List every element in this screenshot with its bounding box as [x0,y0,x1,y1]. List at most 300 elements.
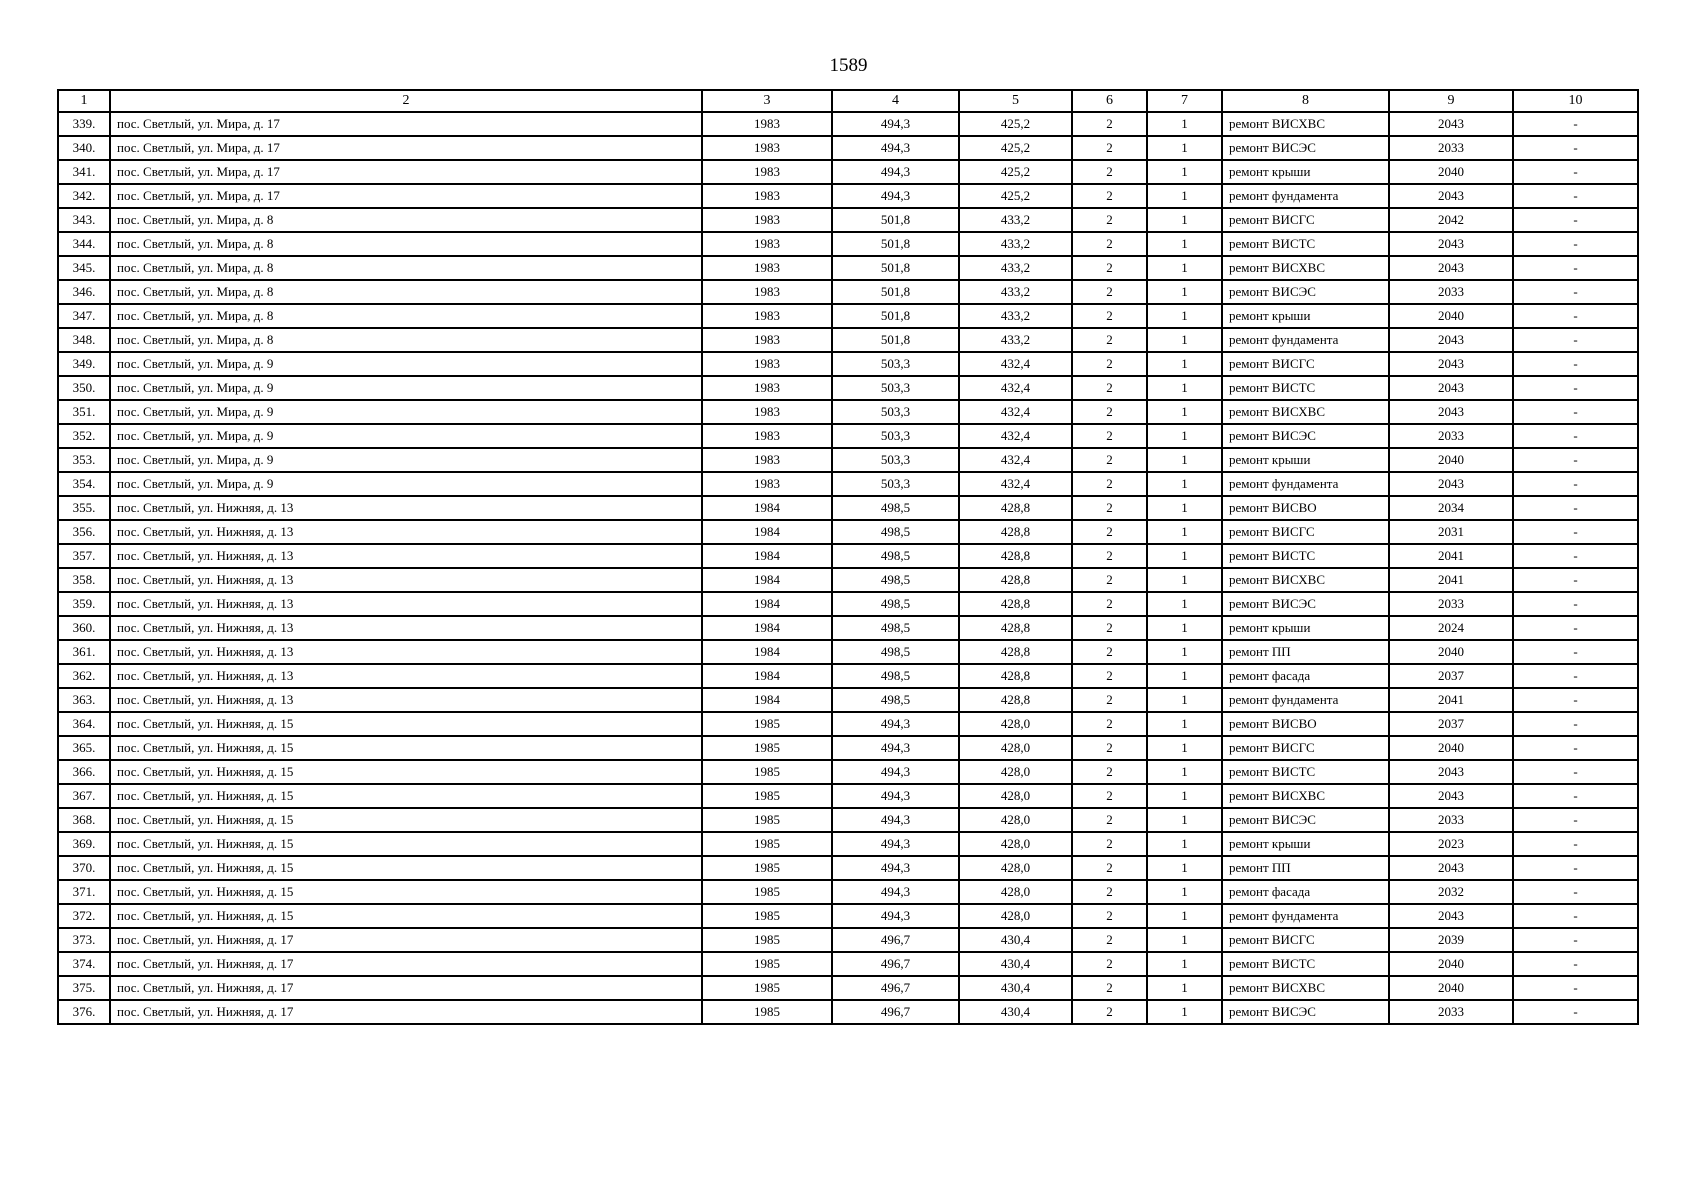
floors-cell: 2 [1072,136,1147,160]
row-number-cell: 344. [58,232,110,256]
row-number-cell: 342. [58,184,110,208]
total-area-cell: 503,3 [832,352,959,376]
address-cell: пос. Светлый, ул. Мира, д. 8 [110,328,702,352]
living-area-cell: 428,8 [959,688,1072,712]
year-cell: 1985 [702,904,832,928]
planned-year-cell: 2040 [1389,640,1513,664]
work-type-cell: ремонт ВИСЭС [1222,1000,1389,1024]
living-area-cell: 428,0 [959,760,1072,784]
floors-cell: 2 [1072,328,1147,352]
total-area-cell: 503,3 [832,472,959,496]
row-number-cell: 346. [58,280,110,304]
entrances-cell: 1 [1147,496,1222,520]
entrances-cell: 1 [1147,520,1222,544]
year-cell: 1984 [702,520,832,544]
planned-year-cell: 2040 [1389,304,1513,328]
address-cell: пос. Светлый, ул. Мира, д. 9 [110,376,702,400]
entrances-cell: 1 [1147,904,1222,928]
planned-year-cell: 2042 [1389,208,1513,232]
floors-cell: 2 [1072,280,1147,304]
entrances-cell: 1 [1147,304,1222,328]
living-area-cell: 428,0 [959,736,1072,760]
planned-year-cell: 2041 [1389,568,1513,592]
living-area-cell: 428,8 [959,664,1072,688]
year-cell: 1984 [702,640,832,664]
table-row [58,208,1638,232]
floors-cell: 2 [1072,928,1147,952]
work-type-cell: ремонт фасада [1222,664,1389,688]
living-area-cell: 428,8 [959,640,1072,664]
note-cell: - [1513,952,1638,976]
column-header: 3 [702,90,832,112]
entrances-cell: 1 [1147,640,1222,664]
total-area-cell: 503,3 [832,376,959,400]
floors-cell: 2 [1072,856,1147,880]
address-cell: пос. Светлый, ул. Нижняя, д. 13 [110,496,702,520]
entrances-cell: 1 [1147,568,1222,592]
entrances-cell: 1 [1147,592,1222,616]
table-row [58,424,1638,448]
row-number-cell: 345. [58,256,110,280]
work-type-cell: ремонт ВИСХВС [1222,568,1389,592]
note-cell: - [1513,352,1638,376]
living-area-cell: 425,2 [959,160,1072,184]
address-cell: пос. Светлый, ул. Нижняя, д. 15 [110,760,702,784]
row-number-cell: 371. [58,880,110,904]
note-cell: - [1513,640,1638,664]
row-number-cell: 355. [58,496,110,520]
work-type-cell: ремонт крыши [1222,304,1389,328]
floors-cell: 2 [1072,424,1147,448]
floors-cell: 2 [1072,664,1147,688]
address-cell: пос. Светлый, ул. Мира, д. 8 [110,232,702,256]
work-type-cell: ремонт ВИСХВС [1222,112,1389,136]
year-cell: 1984 [702,664,832,688]
work-type-cell: ремонт крыши [1222,616,1389,640]
planned-year-cell: 2043 [1389,328,1513,352]
floors-cell: 2 [1072,232,1147,256]
living-area-cell: 428,8 [959,496,1072,520]
floors-cell: 2 [1072,784,1147,808]
entrances-cell: 1 [1147,664,1222,688]
year-cell: 1984 [702,544,832,568]
planned-year-cell: 2040 [1389,736,1513,760]
planned-year-cell: 2041 [1389,688,1513,712]
address-cell: пос. Светлый, ул. Нижняя, д. 15 [110,712,702,736]
note-cell: - [1513,928,1638,952]
total-area-cell: 501,8 [832,304,959,328]
living-area-cell: 425,2 [959,136,1072,160]
year-cell: 1985 [702,808,832,832]
table-row [58,808,1638,832]
entrances-cell: 1 [1147,328,1222,352]
entrances-cell: 1 [1147,136,1222,160]
row-number-cell: 372. [58,904,110,928]
year-cell: 1983 [702,232,832,256]
entrances-cell: 1 [1147,856,1222,880]
row-number-cell: 349. [58,352,110,376]
table-row [58,784,1638,808]
work-type-cell: ремонт ВИСГС [1222,736,1389,760]
work-type-cell: ремонт ПП [1222,640,1389,664]
living-area-cell: 430,4 [959,976,1072,1000]
entrances-cell: 1 [1147,832,1222,856]
address-cell: пос. Светлый, ул. Нижняя, д. 15 [110,808,702,832]
planned-year-cell: 2043 [1389,472,1513,496]
living-area-cell: 432,4 [959,352,1072,376]
table-row [58,832,1638,856]
total-area-cell: 494,3 [832,112,959,136]
year-cell: 1983 [702,472,832,496]
address-cell: пос. Светлый, ул. Мира, д. 9 [110,448,702,472]
table-row [58,904,1638,928]
table-row [58,448,1638,472]
note-cell: - [1513,160,1638,184]
entrances-cell: 1 [1147,952,1222,976]
planned-year-cell: 2043 [1389,376,1513,400]
year-cell: 1984 [702,568,832,592]
total-area-cell: 494,3 [832,784,959,808]
planned-year-cell: 2040 [1389,952,1513,976]
entrances-cell: 1 [1147,400,1222,424]
year-cell: 1983 [702,328,832,352]
table-row [58,544,1638,568]
planned-year-cell: 2043 [1389,400,1513,424]
year-cell: 1983 [702,208,832,232]
living-area-cell: 432,4 [959,424,1072,448]
planned-year-cell: 2043 [1389,352,1513,376]
planned-year-cell: 2023 [1389,832,1513,856]
note-cell: - [1513,496,1638,520]
table-row [58,496,1638,520]
living-area-cell: 428,8 [959,568,1072,592]
total-area-cell: 503,3 [832,400,959,424]
note-cell: - [1513,760,1638,784]
row-number-cell: 353. [58,448,110,472]
table-row [58,160,1638,184]
year-cell: 1985 [702,784,832,808]
address-cell: пос. Светлый, ул. Мира, д. 17 [110,112,702,136]
total-area-cell: 494,3 [832,904,959,928]
year-cell: 1983 [702,136,832,160]
address-cell: пос. Светлый, ул. Нижняя, д. 13 [110,544,702,568]
address-cell: пос. Светлый, ул. Мира, д. 9 [110,352,702,376]
address-cell: пос. Светлый, ул. Нижняя, д. 17 [110,952,702,976]
work-type-cell: ремонт ВИСХВС [1222,784,1389,808]
living-area-cell: 425,2 [959,112,1072,136]
address-cell: пос. Светлый, ул. Нижняя, д. 15 [110,880,702,904]
living-area-cell: 432,4 [959,472,1072,496]
row-number-cell: 367. [58,784,110,808]
total-area-cell: 498,5 [832,640,959,664]
entrances-cell: 1 [1147,1000,1222,1024]
table-row [58,256,1638,280]
work-type-cell: ремонт ВИСТС [1222,376,1389,400]
floors-cell: 2 [1072,880,1147,904]
living-area-cell: 432,4 [959,376,1072,400]
total-area-cell: 498,5 [832,592,959,616]
year-cell: 1985 [702,1000,832,1024]
floors-cell: 2 [1072,448,1147,472]
entrances-cell: 1 [1147,808,1222,832]
year-cell: 1983 [702,304,832,328]
column-header: 5 [959,90,1072,112]
planned-year-cell: 2043 [1389,904,1513,928]
address-cell: пос. Светлый, ул. Нижняя, д. 15 [110,904,702,928]
note-cell: - [1513,712,1638,736]
work-type-cell: ремонт ВИСГС [1222,352,1389,376]
living-area-cell: 428,8 [959,520,1072,544]
work-type-cell: ремонт крыши [1222,448,1389,472]
row-number-cell: 357. [58,544,110,568]
floors-cell: 2 [1072,112,1147,136]
work-type-cell: ремонт фасада [1222,880,1389,904]
entrances-cell: 1 [1147,976,1222,1000]
table-row [58,760,1638,784]
floors-cell: 2 [1072,712,1147,736]
total-area-cell: 498,5 [832,568,959,592]
address-cell: пос. Светлый, ул. Мира, д. 8 [110,208,702,232]
year-cell: 1984 [702,616,832,640]
floors-cell: 2 [1072,184,1147,208]
work-type-cell: ремонт крыши [1222,832,1389,856]
note-cell: - [1513,808,1638,832]
planned-year-cell: 2043 [1389,112,1513,136]
note-cell: - [1513,400,1638,424]
note-cell: - [1513,136,1638,160]
row-number-cell: 366. [58,760,110,784]
column-header: 6 [1072,90,1147,112]
entrances-cell: 1 [1147,736,1222,760]
living-area-cell: 433,2 [959,304,1072,328]
living-area-cell: 433,2 [959,256,1072,280]
note-cell: - [1513,328,1638,352]
work-type-cell: ремонт ВИСЭС [1222,424,1389,448]
table-row [58,136,1638,160]
row-number-cell: 340. [58,136,110,160]
work-type-cell: ремонт фундамента [1222,328,1389,352]
year-cell: 1985 [702,928,832,952]
planned-year-cell: 2034 [1389,496,1513,520]
table-row [58,328,1638,352]
table-row [58,664,1638,688]
entrances-cell: 1 [1147,616,1222,640]
note-cell: - [1513,616,1638,640]
row-number-cell: 343. [58,208,110,232]
table-row [58,280,1638,304]
floors-cell: 2 [1072,304,1147,328]
work-type-cell: ремонт ВИСЭС [1222,808,1389,832]
planned-year-cell: 2033 [1389,424,1513,448]
living-area-cell: 428,0 [959,784,1072,808]
address-cell: пос. Светлый, ул. Нижняя, д. 13 [110,664,702,688]
entrances-cell: 1 [1147,784,1222,808]
work-type-cell: ремонт ВИСТС [1222,232,1389,256]
floors-cell: 2 [1072,520,1147,544]
row-number-cell: 356. [58,520,110,544]
total-area-cell: 501,8 [832,280,959,304]
work-type-cell: ремонт крыши [1222,160,1389,184]
year-cell: 1983 [702,424,832,448]
table-row [58,592,1638,616]
floors-cell: 2 [1072,640,1147,664]
work-type-cell: ремонт ВИСЭС [1222,592,1389,616]
address-cell: пос. Светлый, ул. Мира, д. 8 [110,256,702,280]
address-cell: пос. Светлый, ул. Нижняя, д. 13 [110,592,702,616]
planned-year-cell: 2043 [1389,184,1513,208]
table-row [58,856,1638,880]
total-area-cell: 501,8 [832,256,959,280]
note-cell: - [1513,832,1638,856]
address-cell: пос. Светлый, ул. Мира, д. 17 [110,184,702,208]
work-type-cell: ремонт ВИСГС [1222,208,1389,232]
note-cell: - [1513,448,1638,472]
note-cell: - [1513,112,1638,136]
living-area-cell: 428,0 [959,856,1072,880]
total-area-cell: 501,8 [832,208,959,232]
row-number-cell: 352. [58,424,110,448]
year-cell: 1983 [702,448,832,472]
address-cell: пос. Светлый, ул. Мира, д. 9 [110,400,702,424]
table-row [58,304,1638,328]
address-cell: пос. Светлый, ул. Нижняя, д. 13 [110,688,702,712]
note-cell: - [1513,544,1638,568]
total-area-cell: 494,3 [832,832,959,856]
planned-year-cell: 2033 [1389,592,1513,616]
work-type-cell: ремонт ВИСХВС [1222,400,1389,424]
total-area-cell: 496,7 [832,1000,959,1024]
row-number-cell: 339. [58,112,110,136]
living-area-cell: 428,0 [959,808,1072,832]
entrances-cell: 1 [1147,352,1222,376]
year-cell: 1983 [702,352,832,376]
address-cell: пос. Светлый, ул. Нижняя, д. 15 [110,736,702,760]
work-type-cell: ремонт ВИСЭС [1222,136,1389,160]
row-number-cell: 358. [58,568,110,592]
floors-cell: 2 [1072,736,1147,760]
floors-cell: 2 [1072,352,1147,376]
work-type-cell: ремонт ВИСХВС [1222,976,1389,1000]
table-row [58,184,1638,208]
table-row [58,232,1638,256]
address-cell: пос. Светлый, ул. Мира, д. 8 [110,280,702,304]
entrances-cell: 1 [1147,544,1222,568]
year-cell: 1983 [702,376,832,400]
total-area-cell: 494,3 [832,160,959,184]
table-row [58,736,1638,760]
living-area-cell: 428,0 [959,832,1072,856]
total-area-cell: 496,7 [832,976,959,1000]
table-row [58,616,1638,640]
planned-year-cell: 2033 [1389,1000,1513,1024]
floors-cell: 2 [1072,208,1147,232]
table-row [58,640,1638,664]
year-cell: 1983 [702,400,832,424]
work-type-cell: ремонт фундамента [1222,472,1389,496]
row-number-cell: 351. [58,400,110,424]
planned-year-cell: 2031 [1389,520,1513,544]
year-cell: 1983 [702,256,832,280]
work-type-cell: ремонт ВИСХВС [1222,256,1389,280]
note-cell: - [1513,184,1638,208]
total-area-cell: 494,3 [832,184,959,208]
row-number-cell: 365. [58,736,110,760]
total-area-cell: 496,7 [832,928,959,952]
planned-year-cell: 2037 [1389,712,1513,736]
note-cell: - [1513,1000,1638,1024]
entrances-cell: 1 [1147,208,1222,232]
entrances-cell: 1 [1147,232,1222,256]
row-number-cell: 360. [58,616,110,640]
work-type-cell: ремонт ПП [1222,856,1389,880]
row-number-cell: 373. [58,928,110,952]
floors-cell: 2 [1072,976,1147,1000]
note-cell: - [1513,520,1638,544]
note-cell: - [1513,664,1638,688]
living-area-cell: 430,4 [959,1000,1072,1024]
planned-year-cell: 2040 [1389,160,1513,184]
page-number: 1589 [829,55,868,76]
total-area-cell: 496,7 [832,952,959,976]
row-number-cell: 374. [58,952,110,976]
work-type-cell: ремонт фундамента [1222,184,1389,208]
note-cell: - [1513,304,1638,328]
address-cell: пос. Светлый, ул. Мира, д. 9 [110,424,702,448]
floors-cell: 2 [1072,568,1147,592]
year-cell: 1984 [702,496,832,520]
entrances-cell: 1 [1147,472,1222,496]
note-cell: - [1513,280,1638,304]
note-cell: - [1513,424,1638,448]
row-number-cell: 364. [58,712,110,736]
planned-year-cell: 2043 [1389,760,1513,784]
address-cell: пос. Светлый, ул. Нижняя, д. 15 [110,856,702,880]
table-row [58,688,1638,712]
year-cell: 1985 [702,976,832,1000]
floors-cell: 2 [1072,592,1147,616]
living-area-cell: 433,2 [959,328,1072,352]
floors-cell: 2 [1072,832,1147,856]
year-cell: 1985 [702,952,832,976]
table-row [58,352,1638,376]
living-area-cell: 430,4 [959,928,1072,952]
living-area-cell: 430,4 [959,952,1072,976]
total-area-cell: 494,3 [832,856,959,880]
table-body [58,112,1638,1024]
planned-year-cell: 2043 [1389,784,1513,808]
entrances-cell: 1 [1147,184,1222,208]
note-cell: - [1513,232,1638,256]
floors-cell: 2 [1072,1000,1147,1024]
work-type-cell: ремонт ВИСТС [1222,544,1389,568]
floors-cell: 2 [1072,496,1147,520]
address-cell: пос. Светлый, ул. Нижняя, д. 13 [110,640,702,664]
row-number-cell: 354. [58,472,110,496]
planned-year-cell: 2041 [1389,544,1513,568]
table-row [58,112,1638,136]
row-number-cell: 363. [58,688,110,712]
table-row [58,376,1638,400]
floors-cell: 2 [1072,400,1147,424]
planned-year-cell: 2043 [1389,256,1513,280]
year-cell: 1983 [702,280,832,304]
planned-year-cell: 2033 [1389,136,1513,160]
planned-year-cell: 2024 [1389,616,1513,640]
year-cell: 1985 [702,736,832,760]
total-area-cell: 498,5 [832,496,959,520]
living-area-cell: 433,2 [959,280,1072,304]
entrances-cell: 1 [1147,712,1222,736]
